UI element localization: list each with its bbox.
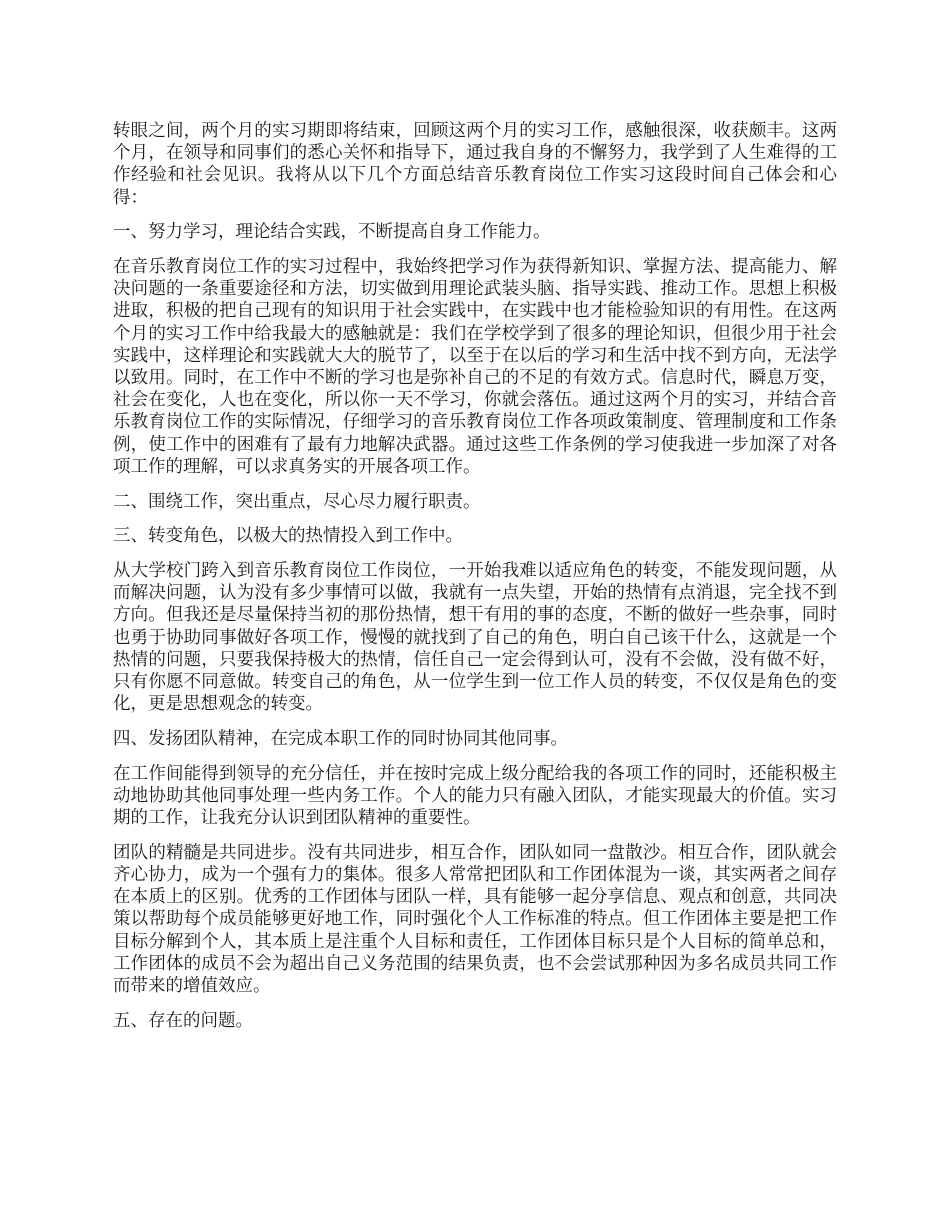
section-heading-1: 一、努力学习，理论结合实践，不断提高自身工作能力。 — [113, 222, 551, 243]
intro-paragraph: 转眼之间，两个月的实习期即将结束，回顾这两个月的实习工作，感触很深，收获颇丰。这两个月，在领导和同事们的悉心关怀和指导下，通过我自身的不懈努力，我学到了人生难得的工作经验和社会见识。我将从以下几个方面总结音乐教育岗位工作实习这段时间自己体会和心得： — [113, 121, 837, 208]
document-body — [113, 120, 837, 1044]
section-heading-2: 二、围绕工作，突出重点，尽心尽力履行职责。 — [113, 491, 481, 512]
section-heading-3: 三、转变角色，以极大的热情投入到工作中。 — [113, 526, 463, 547]
section-4-paragraph-1: 在工作间能得到领导的充分信任，并在按时完成上级分配给我的各项工作的同时，还能积极主动地协助其他同事处理一些内务工作。个人的能力只有融入团队，才能实现最大的价值。实习期的工作，让我充分认识到团队精神的重要性。 — [113, 763, 837, 828]
section-3-paragraph: 从大学校门跨入到音乐教育岗位工作岗位，一开始我难以适应角色的转变，不能发现问题，从而解决问题，认为没有多少事情可以做，我就有一点失望，开始的热情有点消退，完全找不到方向。但我还是尽量保持当初的那份热情，想干有用的事的态度，不断的做好一些杂事，同时也勇于协助同事做好各项工作，慢慢的就找到了自己的角色，明白自己该干什么，这就是一个热情的问题，只要我保持极大的热情，信任自己一定会得到认可，没有不会做，没有做不好，只有你愿不同意做。转变自己的角色，从一位学生到一位工作人员的转变，不仅仅是角色的变化，更是思想观念的转变。 — [113, 560, 837, 715]
section-1-paragraph: 在音乐教育岗位工作的实习过程中，我始终把学习作为获得新知识、掌握方法、提高能力、解决问题的一条重要途径和方法，切实做到用理论武装头脑、指导实践、推动工作。思想上积极进取，积极的把自己现有的知识用于社会实践中，在实践中也才能检验知识的有用性。在这两个月的实习工作中给我最大的感触就是：我们在学校学到了很多的理论知识，但很少用于社会实践中，这样理论和实践就大大的脱节了，以至于在以后的学习和生活中找不到方向，无法学以致用。同时，在工作中不断的学习也是弥补自己的不足的有效方式。信息时代，瞬息万变，社会在变化，人也在变化，所以你一天不学习，你就会落伍。通过这两个月的实习，并结合音乐教育岗位工作的实际情况，仔细学习的音乐教育岗位工作各项政策制度、管理制度和工作条例，使工作中的困难有了最有力地解决武器。通过这些工作条例的学习使我进一步加深了对各项工作的理解，可以求真务实的开展各项工作。 — [113, 257, 837, 477]
section-heading-5: 五、存在的问题。 — [113, 1010, 253, 1031]
section-4-paragraph-2: 团队的精髓是共同进步。没有共同进步，相互合作，团队如同一盘散沙。相互合作，团队就会齐心协力，成为一个强有力的集体。很多人常常把团队和工作团体混为一谈，其实两者之间存在本质上的区别。优秀的工作团体与团队一样，具有能够一起分享信息、观点和创意，共同决策以帮助每个成员能够更好地工作，同时强化个人工作标准的特点。但工作团体主要是把工作目标分解到个人，其本质上是注重个人目标和责任，工作团体目标只是个人目标的简单总和，工作团体的成员不会为超出自己义务范围的结果负责，也不会尝试那种因为多名成员共同工作而带来的增值效应。 — [113, 842, 837, 996]
section-heading-4: 四、发扬团队精神，在完成本职工作的同时协同其他同事。 — [113, 728, 568, 749]
